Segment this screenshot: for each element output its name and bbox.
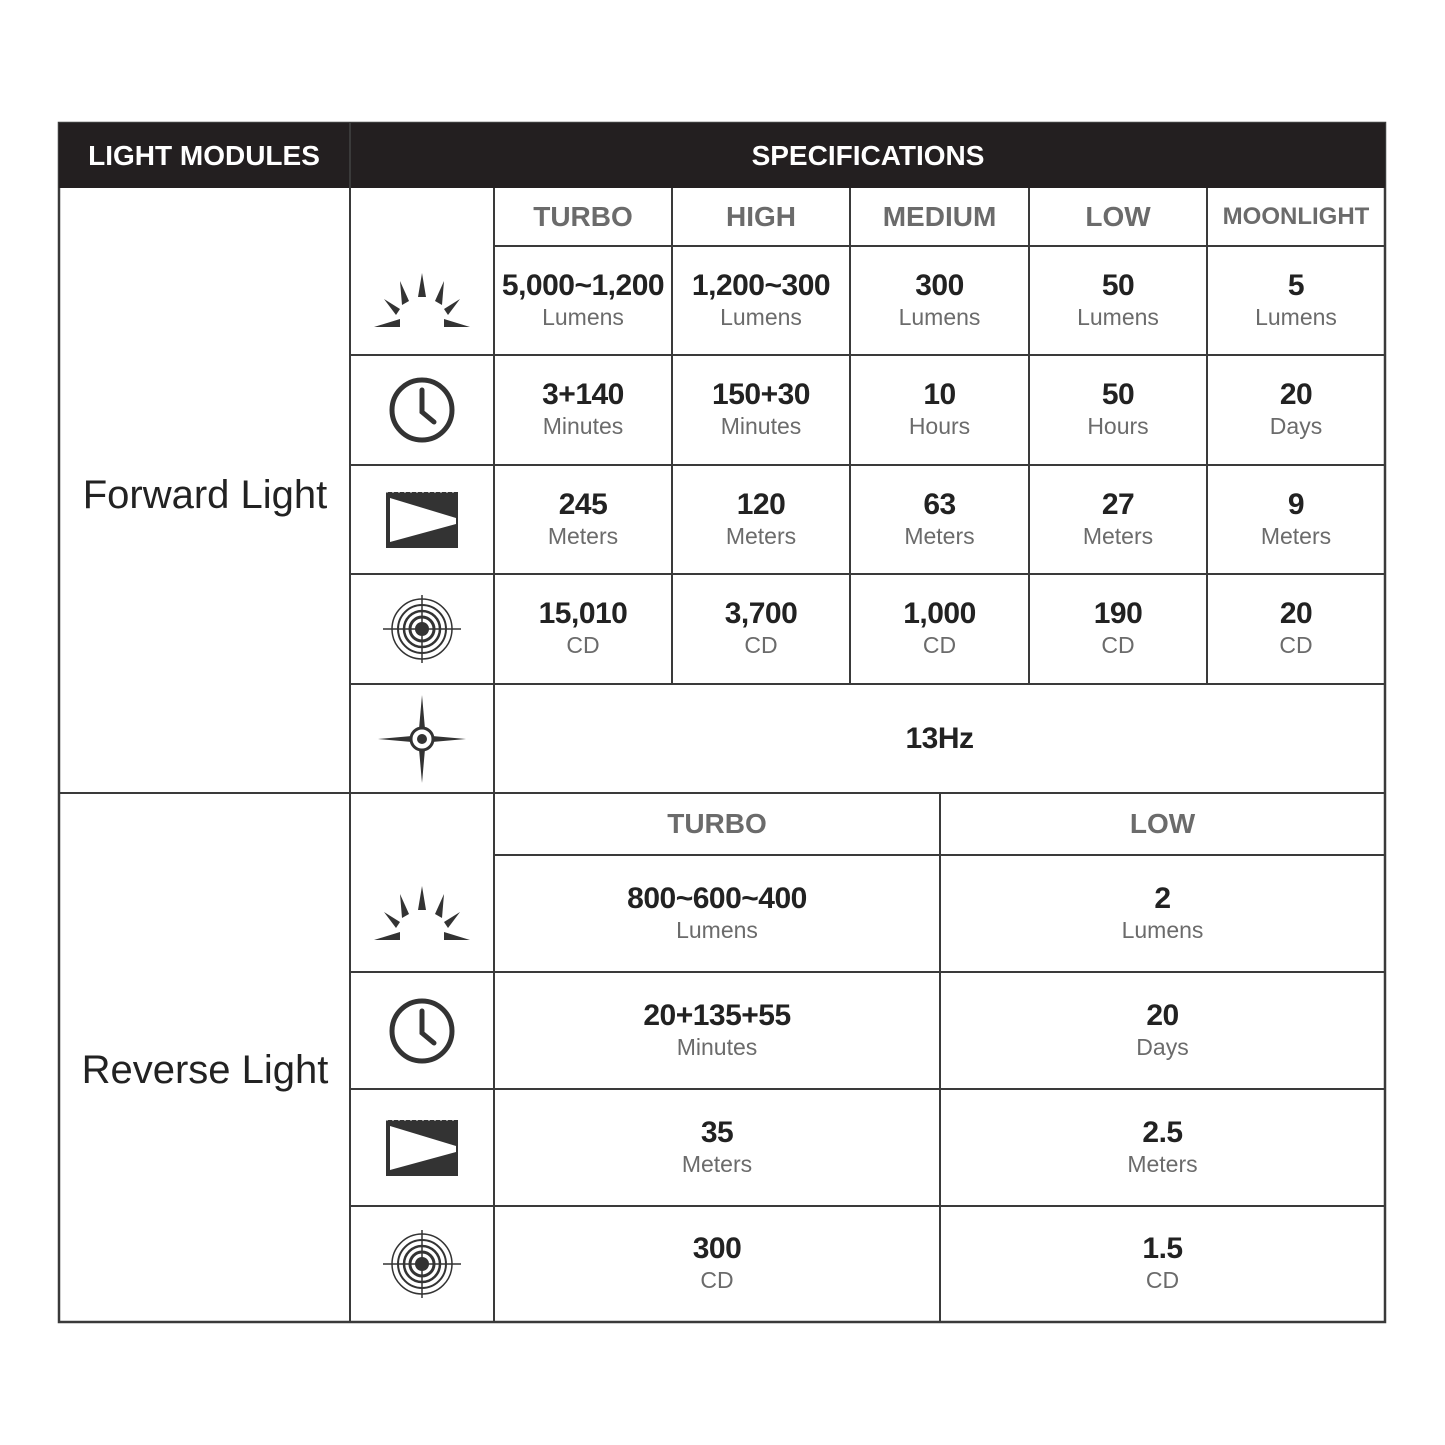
value-number: 9 xyxy=(1287,487,1305,521)
forward-runtime-turbo xyxy=(494,355,672,465)
forward-runtime-moonlight xyxy=(1207,355,1385,465)
value-number: 15,010 xyxy=(538,597,628,630)
forward-mode-medium: MEDIUM xyxy=(882,201,997,232)
value-unit: Meters xyxy=(725,522,797,549)
reverse-runtime-low xyxy=(940,972,1385,1089)
beam-distance-icon xyxy=(351,465,493,574)
value-unit: CD xyxy=(566,632,600,658)
value-unit: CD xyxy=(1279,632,1313,658)
forward-mode-high: HIGH xyxy=(726,201,796,232)
forward-mode-turbo: TURBO xyxy=(533,201,633,232)
value-number: 190 xyxy=(1093,597,1143,630)
value-number: 5 xyxy=(1287,268,1305,302)
forward-distance-medium xyxy=(850,465,1029,574)
value-unit: Lumens xyxy=(1255,303,1337,330)
value-number: 1,000 xyxy=(903,597,976,630)
value-number: 63 xyxy=(923,487,956,521)
value-unit: Meters xyxy=(1082,522,1154,549)
brightness-sun-icon xyxy=(351,855,493,972)
forward-distance-high xyxy=(672,465,850,574)
value-number: 20+135+55 xyxy=(643,998,791,1032)
value-unit: Lumens xyxy=(542,303,624,330)
runtime-clock-icon xyxy=(351,355,493,465)
forward-intensity-medium xyxy=(850,574,1029,684)
value-unit: Meters xyxy=(1260,522,1332,549)
forward-distance-low xyxy=(1029,465,1207,574)
forward-mode-low: LOW xyxy=(1085,201,1151,232)
forward-lumens-high xyxy=(672,246,850,355)
forward-lumens-low xyxy=(1029,246,1207,355)
reverse-mode-turbo: TURBO xyxy=(667,808,767,839)
forward-lumens-medium xyxy=(850,246,1029,355)
header-light-modules: LIGHT MODULES xyxy=(59,123,349,188)
value-number: 2.5 xyxy=(1142,1115,1183,1149)
value-unit: Days xyxy=(1136,1033,1189,1060)
value-number: 150+30 xyxy=(712,378,810,411)
reverse-mode-low: LOW xyxy=(1129,808,1196,839)
value-number: 300 xyxy=(692,1232,742,1265)
forward-mode-moonlight: MOONLIGHT xyxy=(1222,203,1370,230)
value-unit: Meters xyxy=(904,522,975,549)
value-number: 20 xyxy=(1279,378,1313,411)
reverse-lumens-low xyxy=(940,855,1385,972)
value-number: 20 xyxy=(1279,597,1313,630)
value-unit: Lumens xyxy=(720,303,802,330)
value-number: 1,200~300 xyxy=(691,268,831,302)
value-number: 20 xyxy=(1146,998,1179,1032)
value-unit: Meters xyxy=(547,522,619,549)
value-number: 120 xyxy=(736,487,786,521)
value-number: 50 xyxy=(1101,378,1135,411)
value-unit: Meters xyxy=(1127,1150,1198,1177)
forward-intensity-moonlight xyxy=(1207,574,1385,684)
intensity-target-icon xyxy=(351,1206,493,1322)
value-number: 50 xyxy=(1101,268,1135,302)
intensity-target-icon xyxy=(351,574,493,684)
value-unit: CD xyxy=(1101,632,1135,658)
value-number: 800~600~400 xyxy=(627,881,807,915)
value-number: 10 xyxy=(923,378,956,411)
reverse-lumens-turbo xyxy=(494,855,940,972)
value-number: 1.5 xyxy=(1142,1232,1183,1265)
forward-runtime-low xyxy=(1029,355,1207,465)
value-unit: Lumens xyxy=(1077,303,1159,330)
value-number: 300 xyxy=(915,268,964,302)
value-unit: CD xyxy=(744,632,778,658)
value-number: 35 xyxy=(700,1115,734,1149)
value-number: 3,700 xyxy=(724,597,798,630)
module-reverse-light: Reverse Light xyxy=(81,1048,329,1092)
reverse-distance-low xyxy=(940,1089,1385,1206)
value-unit: Lumens xyxy=(676,916,758,943)
value-number: 27 xyxy=(1101,487,1135,521)
value-unit: CD xyxy=(700,1267,734,1293)
value-number: 3+140 xyxy=(542,378,624,411)
forward-strobe-frequency xyxy=(494,684,1385,793)
runtime-clock-icon xyxy=(351,972,493,1089)
value-number: 2 xyxy=(1154,881,1171,915)
forward-distance-turbo xyxy=(494,465,672,574)
value-number: 5,000~1,200 xyxy=(501,268,665,302)
reverse-runtime-turbo xyxy=(494,972,940,1089)
forward-intensity-turbo xyxy=(494,574,672,684)
value-unit: Hours xyxy=(908,413,971,439)
forward-runtime-medium xyxy=(850,355,1029,465)
value-unit: Minutes xyxy=(676,1033,758,1060)
strobe-flash-icon xyxy=(351,684,493,793)
forward-distance-moonlight xyxy=(1207,465,1385,574)
value-unit: CD xyxy=(922,632,957,658)
forward-runtime-high xyxy=(672,355,850,465)
reverse-intensity-turbo xyxy=(494,1206,940,1322)
value-unit: Lumens xyxy=(898,303,981,330)
header-specifications: SPECIFICATIONS xyxy=(351,123,1385,188)
value-unit: Meters xyxy=(681,1150,753,1177)
forward-intensity-high xyxy=(672,574,850,684)
value-unit: Hours xyxy=(1087,413,1149,439)
forward-intensity-low xyxy=(1029,574,1207,684)
strobe-value: 13Hz xyxy=(905,721,974,755)
brightness-sun-icon xyxy=(351,246,493,355)
value-number: 245 xyxy=(558,487,608,521)
reverse-distance-turbo xyxy=(494,1089,940,1206)
value-unit: Minutes xyxy=(542,413,624,439)
module-forward-light: Forward Light xyxy=(82,473,328,517)
forward-lumens-turbo xyxy=(494,246,672,355)
forward-lumens-moonlight xyxy=(1207,246,1385,355)
value-unit: Lumens xyxy=(1121,916,1204,943)
value-unit: CD xyxy=(1145,1267,1180,1293)
beam-distance-icon xyxy=(351,1089,493,1206)
reverse-intensity-low xyxy=(940,1206,1385,1322)
value-unit: Minutes xyxy=(720,413,802,439)
value-unit: Days xyxy=(1269,413,1323,439)
